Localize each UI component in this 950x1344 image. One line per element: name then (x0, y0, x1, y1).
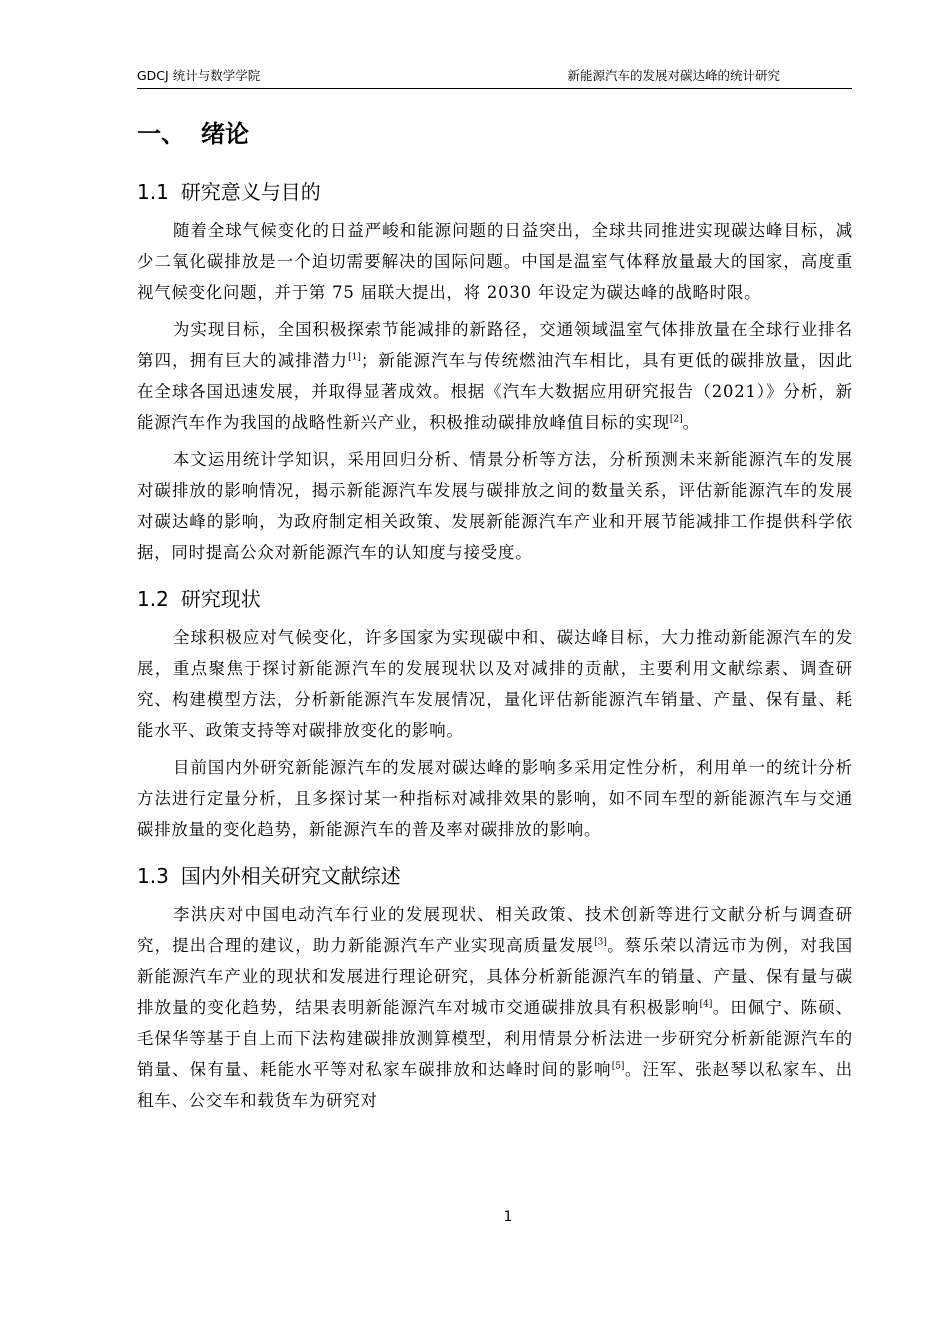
section-heading (137, 175, 853, 209)
page-number: 1 (503, 1209, 513, 1225)
citation-marker: [3] (594, 937, 607, 948)
section-title: 国内外相关研究文献综述 (180, 864, 401, 888)
paragraph-text: 。汪军、张赵琴以私家车、出租车、公交车和载货车为研究对 (137, 1060, 853, 1110)
paragraph-text: ；新能源汽车与传统燃油汽车相比，具有更低的碳排放量，因此在全球各国迅速发展，并取得显著成效。根据《汽车大数据应用研究报告（2021）》分析，新能源汽车作为我国的战略性新兴产业，积极推动碳排放峰值目标的实现 (137, 351, 853, 432)
paragraph-text: 。 (682, 413, 700, 432)
body-paragraph (137, 899, 853, 1116)
section-title: 研究意义与目的 (180, 180, 321, 204)
section-spacer (137, 568, 853, 576)
paragraph-text: 李洪庆对中国电动汽车行业的发展现状、相关政策、技术创新等进行文献分析与调查研究，提出合理的建议，助力新能源汽车产业实现高质量发展 (137, 905, 853, 955)
body-paragraph (137, 314, 853, 438)
page-content (137, 105, 853, 1116)
body-paragraph (137, 215, 853, 308)
paragraph-text: 本文运用统计学知识，采用回归分析、情景分析等方法，分析预测未来新能源汽车的发展对碳排放的影响情况，揭示新能源汽车发展与碳排放之间的数量关系，评估新能源汽车的发展对碳达峰的影响，为政府制定相关政策、发展新能源汽车产业和开展节能减排工作提供科学依据，同时提高公众对新能源汽车的认知度与接受度。 (137, 450, 853, 562)
paragraph-text: 全球积极应对气候变化，许多国家为实现碳中和、碳达峰目标，大力推动新能源汽车的发展，重点聚焦于探讨新能源汽车的发展现状以及对减排的贡献，主要利用文献综素、调查研究、构建模型方法，分析新能源汽车发展情况，量化评估新能源汽车销量、产量、保有量、耗能水平、政策支持等对碳排放变化的影响。 (137, 628, 853, 740)
section-title: 研究现状 (180, 587, 261, 611)
section-heading (137, 582, 853, 616)
header-paper-title: 新能源汽车的发展对碳达峰的统计研究 (567, 68, 780, 83)
chapter-heading (137, 117, 853, 151)
citation-marker: [4] (699, 999, 713, 1010)
paragraph-text: 。蔡乐荣以清远市为例，对我国新能源汽车产业的现状和发展进行理论研究，具体分析新能源汽车的销量、产量、保有量与碳排放量的变化趋势，结果表明新能源汽车对城市交通碳排放具有积极影响 (137, 936, 853, 1017)
body-paragraph (137, 752, 853, 845)
running-header (137, 66, 852, 89)
paragraph-text: 。田佩宁、陈硕、毛保华等基于自上而下法构建碳排放测算模型，利用情景分析法进一步研究分析新能源汽车的销量、保有量、耗能水平等对私家车碳排放和达峰时间的影响 (137, 998, 853, 1079)
paragraph-text: 随着全球气候变化的日益严峻和能源问题的日益突出，全球共同推进实现碳达峰目标，减少二氧化碳排放是一个迫切需要解决的国际问题。中国是温室气体释放量最大的国家，高度重视气候变化问题，并于第 75 届联大提出，将 2030 年设定为碳达峰的战略时限。 (137, 221, 853, 302)
section-spacer (137, 845, 853, 853)
body-paragraph (137, 444, 853, 568)
paragraph-text: 为实现目标，全国积极探索节能减排的新路径，交通领域温室气体排放量在全球行业排名第四，拥有巨大的减排潜力 (137, 320, 853, 370)
section-heading (137, 859, 853, 893)
sections-container (137, 175, 853, 1116)
chapter-number: 一、 (137, 120, 185, 148)
citation-marker: [2] (669, 414, 683, 425)
citation-marker: [1] (348, 352, 361, 363)
section-number: 1.3 (137, 864, 169, 888)
section-number: 1.2 (137, 587, 169, 611)
citation-marker: [5] (611, 1061, 625, 1072)
header-institution: GDCJ 统计与数学学院 (137, 68, 261, 83)
section-number: 1.1 (137, 180, 169, 204)
paragraph-text: 目前国内外研究新能源汽车的发展对碳达峰的影响多采用定性分析，利用单一的统计分析方法进行定量分析，且多探讨某一种指标对减排效果的影响，如不同车型的新能源汽车与交通碳排放量的变化趋势，新能源汽车的普及率对碳排放的影响。 (137, 758, 853, 839)
body-paragraph (137, 622, 853, 746)
chapter-title: 绪论 (201, 120, 249, 148)
